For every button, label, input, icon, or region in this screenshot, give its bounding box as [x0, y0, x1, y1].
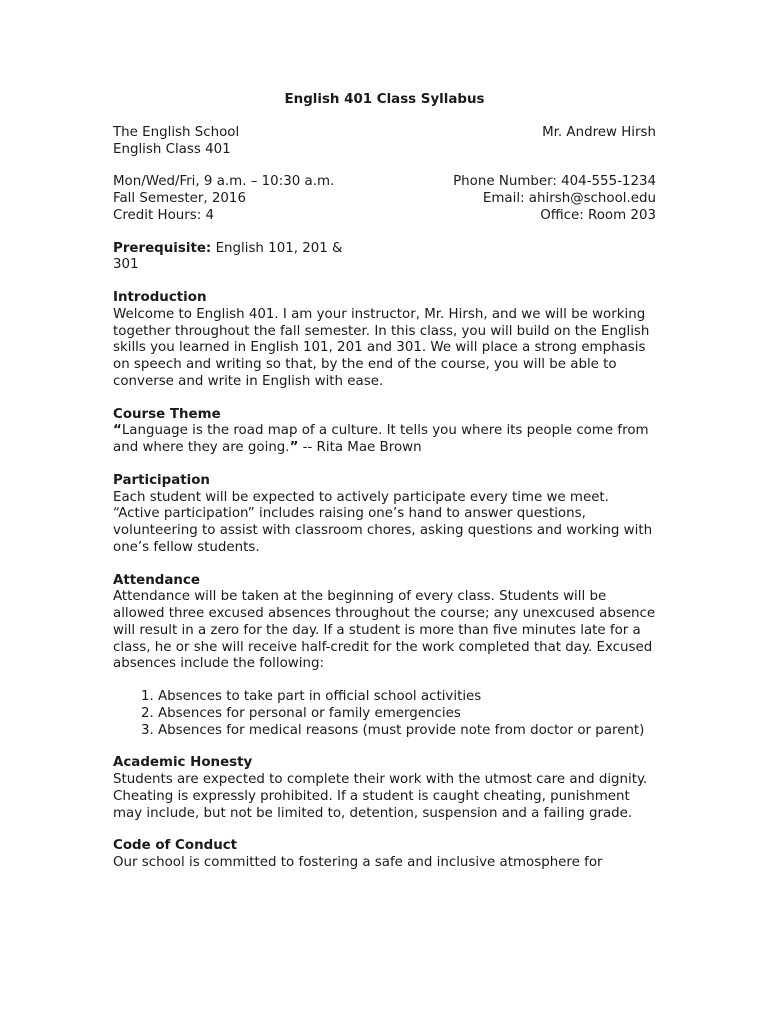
section-course-theme	[113, 407, 656, 457]
section-introduction	[113, 290, 656, 391]
credit-hours: Credit Hours: 4	[113, 207, 215, 223]
prerequisite-label: Prerequisite:	[113, 240, 212, 256]
list-item: 1. Absences to take part in official school activities	[158, 689, 656, 706]
attendance-body: Attendance will be taken at the beginning of every class. Students will be allowed three excused absences throughout the course; any unexcused absence will result in a zero for the day. If a student is more than five minutes late for a class, he or she will receive half-credit for the work completed that day. Excused absences include the following:	[113, 589, 656, 672]
open-quote-mark: “	[113, 423, 122, 439]
introduction-heading: Introduction	[113, 290, 207, 305]
email-address: Email: ahirsh@school.edu	[482, 191, 656, 206]
section-academic-honesty	[113, 755, 656, 822]
schedule-info	[113, 174, 334, 224]
close-quote-mark: ”	[289, 440, 299, 455]
class-name: English Class 401	[113, 141, 231, 157]
excused-absences-list	[113, 689, 656, 739]
semester: Fall Semester, 2016	[113, 191, 246, 206]
course-theme-quote: Language is the road map of a culture. It tells you where its people come from and where they are going.	[113, 423, 649, 455]
schedule-contact-row	[113, 174, 656, 224]
code-of-conduct-heading: Code of Conduct	[113, 838, 238, 854]
syllabus-page	[113, 92, 656, 888]
contact-info	[453, 174, 656, 224]
quote-attribution: -- Rita Mae Brown	[298, 440, 422, 455]
academic-honesty-body: Students are expected to complete their work with the utmost care and dignity. Cheating is expressly prohibited. If a student is caught cheating, punishment may include, but not be limited to, detention, suspension and a failing grade.	[113, 772, 648, 821]
section-code-of-conduct	[113, 838, 656, 872]
instructor-name: Mr. Andrew Hirsh	[542, 124, 656, 140]
introduction-body: Welcome to English 401. I am your instructor, Mr. Hirsh, and we will be working together throughout the fall semester. In this class, you will build on the English skills you learned in English 101, 201 and 301. We will place a strong emphasis on speech and writing so that, by the end of the course, you will be able to converse and write in English with ease.	[113, 306, 650, 389]
course-theme-heading: Course Theme	[113, 406, 221, 422]
participation-body: Each student will be expected to actively participate every time we meet. “Active participation” includes raising one’s hand to answer questions, volunteering to assist with classroom chores, asking questions and working with one’s fellow students.	[113, 489, 653, 555]
section-attendance	[113, 573, 656, 740]
attendance-heading: Attendance	[113, 572, 200, 588]
phone-number: Phone Number: 404-555-1234	[453, 174, 656, 190]
office-location: Office: Room 203	[540, 207, 656, 223]
prerequisite-value: English 101, 201 & 301	[113, 240, 343, 273]
section-participation	[113, 473, 656, 557]
course-theme-quote-block	[113, 423, 656, 457]
participation-heading: Participation	[113, 472, 210, 488]
list-item: 3. Absences for medical reasons (must provide note from doctor or parent)	[158, 723, 656, 740]
class-schedule: Mon/Wed/Fri, 9 a.m. – 10:30 a.m.	[113, 174, 335, 190]
prerequisite	[113, 241, 358, 275]
academic-honesty-heading: Academic Honesty	[113, 755, 253, 771]
school-name: The English School	[113, 124, 240, 140]
school-info-row	[113, 125, 656, 159]
code-of-conduct-body: Our school is committed to fostering a safe and inclusive atmosphere for	[113, 855, 603, 870]
list-item: 2. Absences for personal or family emergencies	[158, 706, 656, 723]
school-info	[113, 125, 239, 159]
document-title: English 401 Class Syllabus	[284, 92, 485, 107]
